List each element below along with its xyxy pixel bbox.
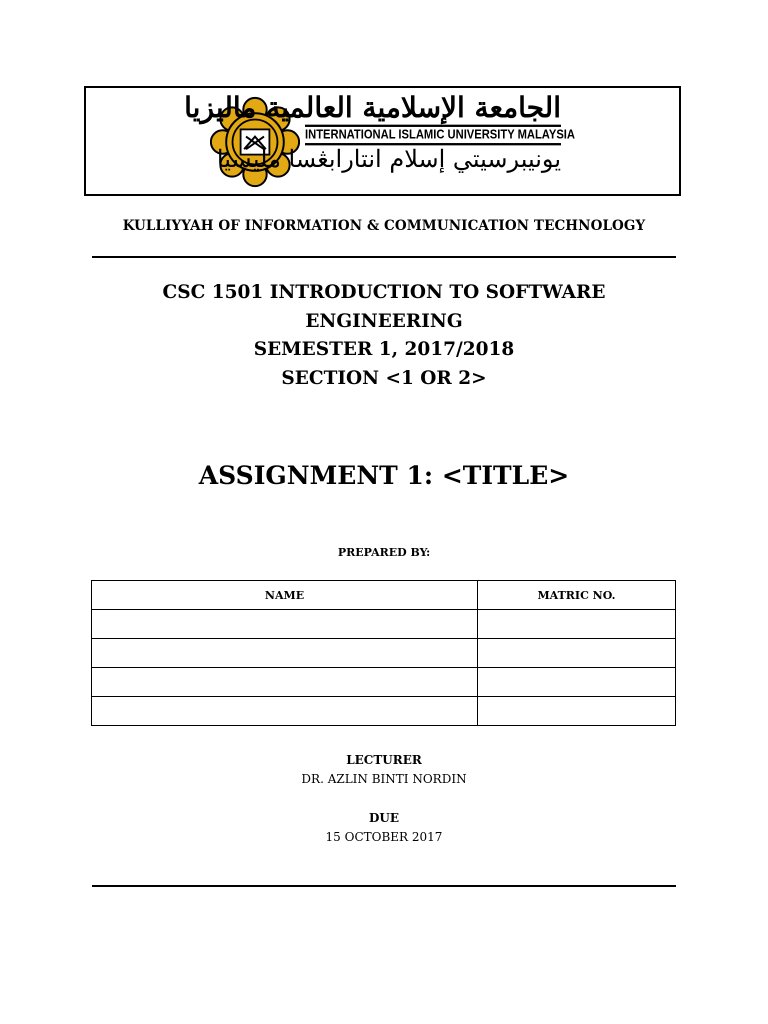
table-row [92, 639, 676, 668]
name-column-header: NAME [92, 581, 478, 610]
table-header-row [92, 581, 676, 610]
university-jawi-name: يونيبرسيتي إسلام انتارابڠسا مليسيا [216, 145, 561, 173]
top-divider [92, 256, 676, 258]
matric-cell[interactable] [478, 639, 676, 668]
name-cell[interactable] [92, 697, 478, 726]
university-header-box [84, 86, 681, 196]
kulliyyah-name: KULLIYYAH OF INFORMATION & COMMUNICATION TECHNOLOGY [122, 218, 646, 234]
due-label: DUE [368, 811, 400, 825]
prepared-by-label: PREPARED BY: [337, 546, 431, 559]
table-row [92, 610, 676, 639]
name-cell[interactable] [92, 668, 478, 697]
matric-cell[interactable] [478, 668, 676, 697]
table-row [92, 697, 676, 726]
name-cell[interactable] [92, 639, 478, 668]
course-title-line1: CSC 1501 INTRODUCTION TO SOFTWARE [162, 282, 606, 303]
section: SECTION <1 OR 2> [281, 367, 487, 389]
university-english-name: INTERNATIONAL ISLAMIC UNIVERSITY MALAYSIA [305, 125, 561, 146]
name-cell[interactable] [92, 610, 478, 639]
matric-column-header: MATRIC NO. [478, 581, 676, 610]
lecturer-label: LECTURER [346, 753, 422, 767]
matric-cell[interactable] [478, 697, 676, 726]
course-info [0, 279, 768, 393]
table-row [92, 668, 676, 697]
due-date: 15 OCTOBER 2017 [325, 830, 443, 844]
matric-cell[interactable] [478, 610, 676, 639]
assignment-title: ASSIGNMENT 1: <TITLE> [198, 461, 570, 490]
lecturer-name: DR. AZLIN BINTI NORDIN [301, 772, 467, 786]
semester: SEMESTER 1, 2017/2018 [253, 339, 515, 360]
university-arabic-name: الجامعة الإسلامية العالمية ماليزيا [184, 91, 561, 124]
bottom-divider [92, 885, 676, 887]
course-title-line2: ENGINEERING [305, 310, 463, 332]
members-table [91, 580, 676, 726]
